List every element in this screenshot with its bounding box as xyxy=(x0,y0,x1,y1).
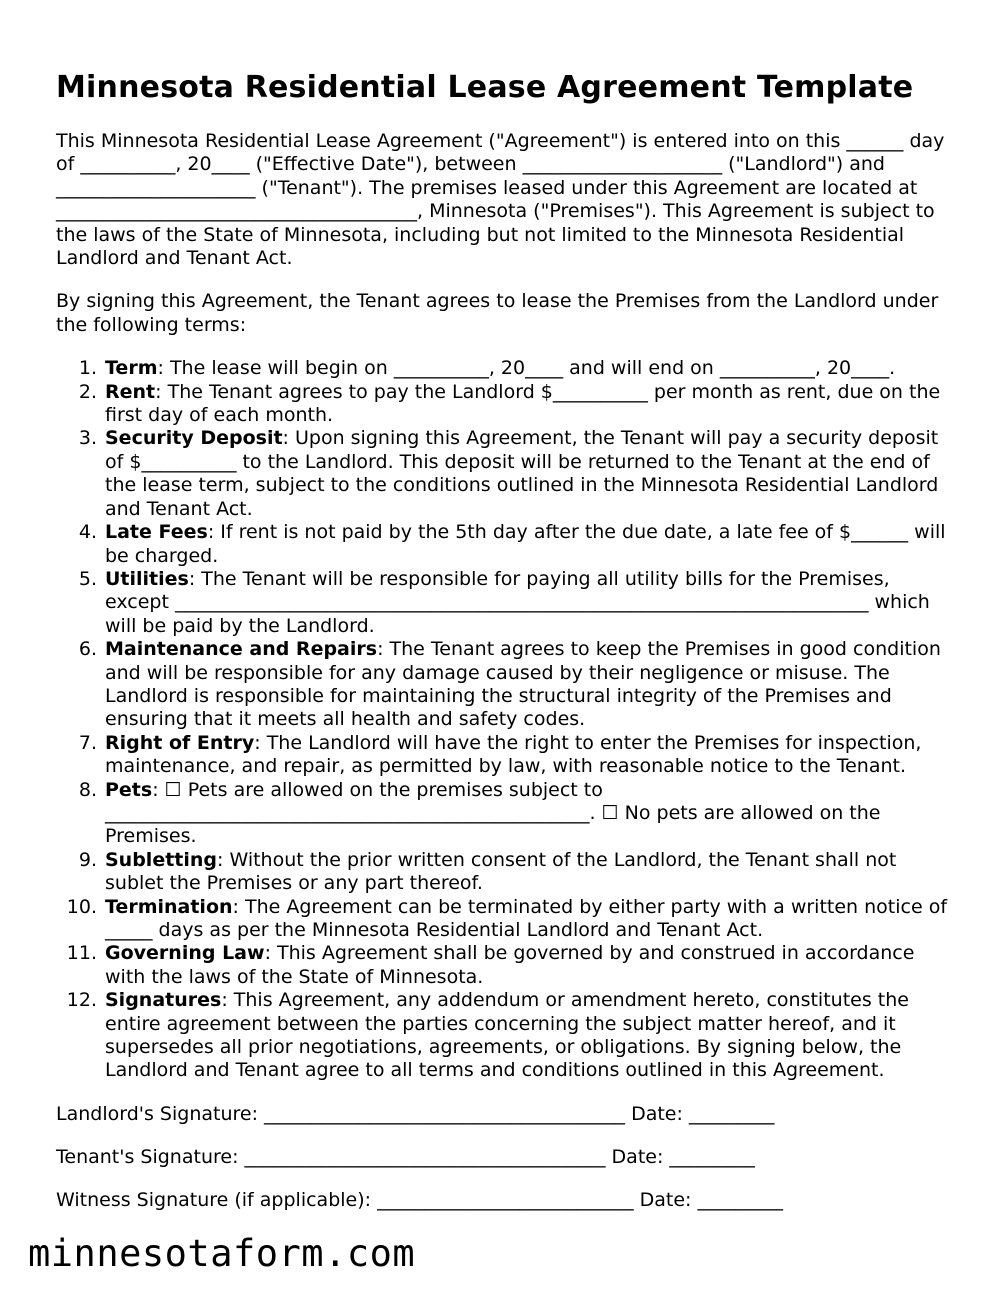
term-heading: Signatures xyxy=(105,989,222,1012)
term-item-8 xyxy=(56,779,956,849)
term-item-3 xyxy=(56,427,956,521)
term-text: : The Landlord will have the right to enter the Premises for inspection, maintenance, and repair, as permitted by law, with reasonable notice to the Tenant. xyxy=(105,731,922,778)
term-heading: Pets xyxy=(105,778,153,801)
term-heading: Maintenance and Repairs xyxy=(105,638,378,661)
term-text: : If rent is not paid by the 5th day after the due date, a late fee of $______ will be charged. xyxy=(105,521,946,567)
term-number: 3. xyxy=(78,427,97,450)
term-item-1 xyxy=(56,357,956,380)
term-text: : This Agreement shall be governed by and construed in accordance with the laws of the State of Minnesota. xyxy=(105,942,915,988)
term-heading: Rent xyxy=(105,380,156,403)
term-text: : This Agreement, any addendum or amendment hereto, constitutes the entire agreement between the parties concerning the subject matter hereof, and it supersedes all prior negotiations, agreements, or obligations. By signing below, the Landlord and Tenant agree to all terms and conditions outlined in this Agreement. xyxy=(105,989,909,1082)
term-heading: Termination xyxy=(105,895,233,918)
term-heading: Term xyxy=(105,357,158,380)
intro-paragraph: This Minnesota Residential Lease Agreement ("Agreement") is entered into on this ______ day of __________, 20____ ("Effective Date"), between _____________________ ("Landlord") and _____________________ ("Tenant"). The premises leased under this Agreement are located at ______________________________________, Minnesota ("Premises"). This Agreement is subject to the laws of the State of Minnesota, including but not limited to the Minnesota Residential Landlord and Tenant Act. xyxy=(56,130,945,270)
witness-signature-line: Witness Signature (if applicable): ___________________________ Date: _________ xyxy=(56,1189,783,1212)
term-number: 4. xyxy=(78,521,97,544)
term-item-12 xyxy=(56,989,956,1083)
term-text: : The Tenant agrees to pay the Landlord $__________ per month as rent, due on the first day of each month. xyxy=(105,380,941,427)
tenant-signature-line: Tenant's Signature: ______________________________________ Date: _________ xyxy=(56,1146,755,1169)
term-item-6 xyxy=(56,638,956,732)
term-text: : The Tenant agrees to keep the Premises in good condition and will be responsible for any damage caused by their negligence or misuse. The Landlord is responsible for maintaining the structural integrity of the Premises and ensuring that it meets all health and safety codes. xyxy=(105,638,941,731)
term-item-10 xyxy=(56,896,956,943)
document-title: Minnesota Residential Lease Agreement Template xyxy=(56,70,914,105)
term-item-7 xyxy=(56,732,956,779)
term-number: 6. xyxy=(78,638,97,661)
term-number: 11. xyxy=(66,942,97,965)
term-text: : Upon signing this Agreement, the Tenant will pay a security deposit of $__________ to the Landlord. This deposit will be returned to the Tenant at the end of the lease term, subject to the conditions outlined in the Minnesota Residential Landlord and Tenant Act. xyxy=(105,427,939,520)
term-heading: Security Deposit xyxy=(105,427,283,450)
term-heading: Late Fees xyxy=(105,521,208,544)
term-number: 2. xyxy=(78,380,97,403)
term-heading: Subletting xyxy=(105,848,218,871)
term-item-11 xyxy=(56,942,956,989)
term-number: 7. xyxy=(78,731,97,754)
term-item-5 xyxy=(56,568,956,638)
signing-intro-paragraph: By signing this Agreement, the Tenant agrees to lease the Premises from the Landlord under the following terms: xyxy=(56,290,939,336)
site-watermark: minnesotaform.com xyxy=(28,1232,416,1275)
term-number: 10. xyxy=(66,895,97,918)
term-number: 9. xyxy=(78,848,97,871)
term-heading: Utilities xyxy=(105,567,189,590)
term-heading: Governing Law xyxy=(105,942,265,965)
term-number: 12. xyxy=(66,989,97,1012)
landlord-signature-line: Landlord's Signature: ______________________________________ Date: _________ xyxy=(56,1102,775,1125)
term-text: : The Agreement can be terminated by either party with a written notice of _____ days as per the Minnesota Residential Landlord and Tenant Act. xyxy=(105,895,948,941)
term-text: : Without the prior written consent of the Landlord, the Tenant shall not sublet the Premises or any part thereof. xyxy=(105,848,897,895)
term-heading: Right of Entry xyxy=(105,731,255,754)
term-text: : ☐ Pets are allowed on the premises subject to ___________________________________________________. ☐ No pets are allowed on the Premises. xyxy=(105,778,881,848)
term-number: 8. xyxy=(78,778,97,801)
term-item-4 xyxy=(56,521,956,568)
term-item-2 xyxy=(56,381,956,428)
terms-list xyxy=(56,357,956,1083)
term-number: 1. xyxy=(78,357,97,380)
signature-block xyxy=(56,1103,956,1213)
term-text: : The Tenant will be responsible for paying all utility bills for the Premises, except _________________________________________________________________________ which will be paid by the Landlord. xyxy=(105,567,930,637)
term-text: : The lease will begin on __________, 20____ and will end on __________, 20____. xyxy=(157,357,896,380)
term-item-9 xyxy=(56,849,956,896)
term-number: 5. xyxy=(78,567,97,590)
document-page xyxy=(56,66,956,1232)
